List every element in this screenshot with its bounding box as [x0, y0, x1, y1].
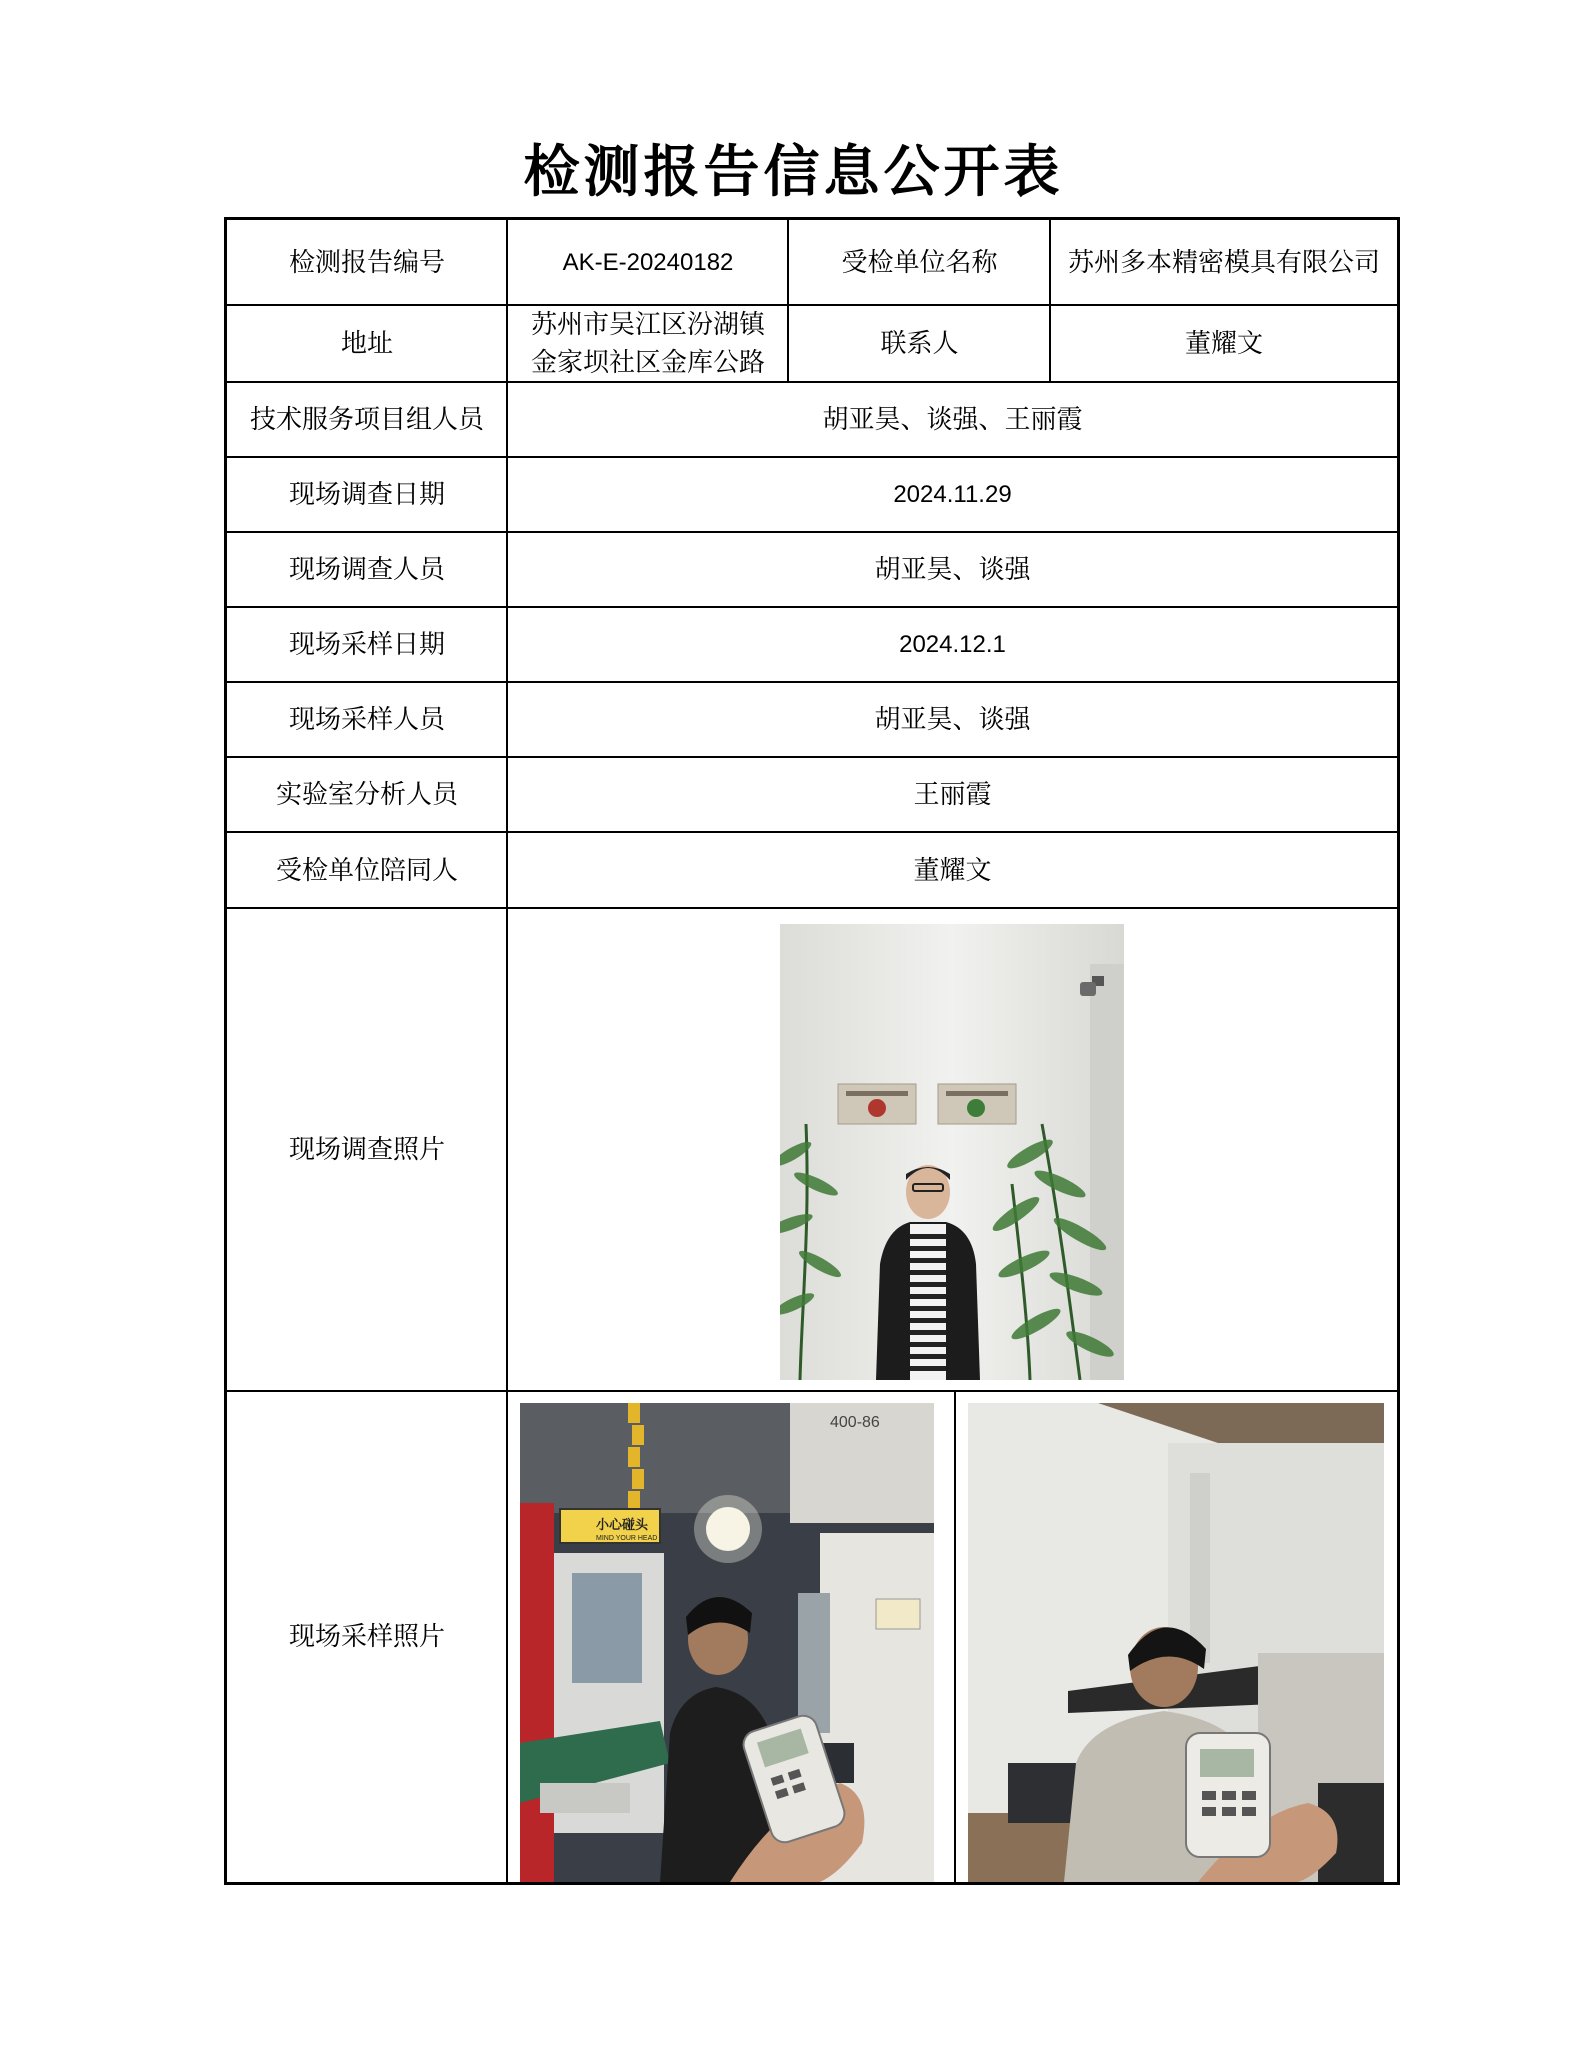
address-label: 地址 — [340, 329, 393, 359]
unit-name-value: 苏州多本精密模具有限公司 — [1067, 247, 1380, 278]
contact-label: 联系人 — [880, 329, 959, 359]
unit-name-label: 受检单位名称 — [841, 247, 998, 278]
contact-value: 董耀文 — [1184, 329, 1263, 359]
sample-photo-label: 现场采样照片 — [288, 1622, 445, 1652]
caution-sign-subtext: MIND YOUR HEAD — [596, 1535, 658, 1542]
info-table — [224, 217, 1400, 1885]
address-value: 苏州市吴江区汾湖镇金家坝社区金库公路 — [530, 310, 765, 378]
machine-number-text: 400-86 — [830, 1414, 880, 1431]
caution-sign-text: 小心碰头 — [596, 1518, 649, 1533]
page-title: 检测报告信息公开表 — [523, 140, 1064, 205]
lab-staff-label: 实验室分析人员 — [275, 780, 458, 810]
survey-date-label: 现场调查日期 — [288, 480, 445, 510]
lab-staff-value: 王丽霞 — [913, 780, 992, 810]
report-no-label: 检测报告编号 — [288, 247, 445, 278]
survey-staff-label: 现场调查人员 — [288, 555, 445, 585]
sample-photo-right — [968, 1403, 1384, 1882]
sample-date-value: 2024.12.1 — [899, 631, 1006, 658]
sample-photo-left — [520, 1403, 934, 1882]
escort-label: 受检单位陪同人 — [275, 855, 458, 886]
escort-value: 董耀文 — [913, 855, 992, 886]
report-no-value: AK-E-20240182 — [562, 248, 734, 276]
survey-staff-value: 胡亚昊、谈强 — [874, 555, 1031, 585]
team-label: 技术服务项目组人员 — [249, 405, 484, 435]
sample-staff-value: 胡亚昊、谈强 — [874, 705, 1031, 735]
team-value: 胡亚昊、谈强、王丽霞 — [822, 405, 1083, 435]
survey-photo — [780, 924, 1124, 1380]
sample-staff-label: 现场采样人员 — [288, 705, 445, 735]
survey-date-value: 2024.11.29 — [893, 481, 1012, 508]
survey-photo-label: 现场调查照片 — [288, 1135, 445, 1165]
sample-date-label: 现场采样日期 — [288, 630, 445, 660]
